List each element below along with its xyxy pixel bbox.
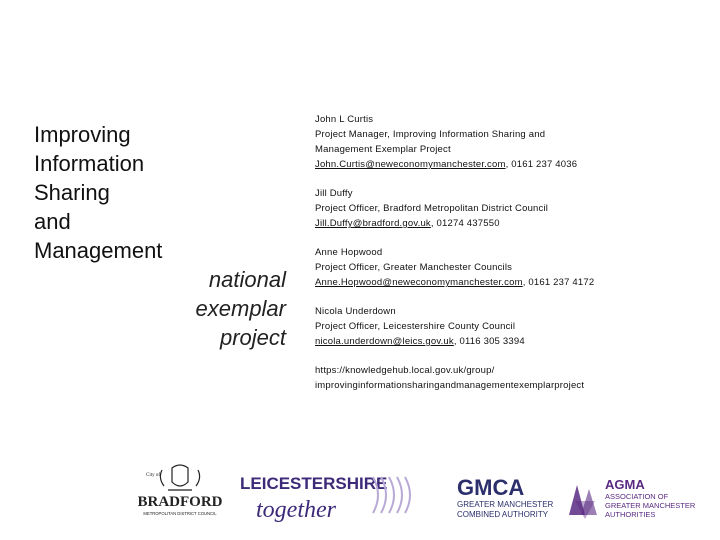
agma-name: AGMA — [605, 477, 645, 492]
leics-line2: together — [256, 497, 336, 523]
tagline-line: project — [219, 325, 286, 350]
agma-sub2: GREATER MANCHESTER — [605, 501, 696, 510]
tagline-line: exemplar — [195, 296, 286, 321]
contact-role: Project Officer, Greater Manchester Councils — [315, 262, 513, 273]
bradford-city-of: City of — [146, 473, 161, 478]
bradford-sub: METROPOLITAN DISTRICT COUNCIL — [143, 511, 217, 516]
contact-name: Anne Hopwood — [315, 247, 383, 258]
bradford-name: BRADFORD — [138, 494, 222, 510]
gmca-logo — [455, 473, 560, 523]
title-line: and — [34, 209, 71, 234]
bradford-crest-icon — [160, 465, 199, 490]
agma-logo — [565, 473, 715, 523]
title-line: Sharing — [34, 180, 110, 205]
gmca-sub2: COMBINED AUTHORITY — [457, 510, 549, 519]
tagline-line: national — [208, 267, 286, 292]
agma-sub1: ASSOCIATION OF — [605, 492, 669, 501]
logo-strip — [0, 455, 720, 535]
contact-email-link[interactable]: nicola.underdown@leics.gov.uk — [315, 336, 454, 347]
contact-role: Project Manager, Improving Information Sharing and — [315, 129, 546, 140]
contact-role: Project Officer, Leicestershire County Council — [315, 321, 516, 332]
contact-entry — [315, 186, 715, 231]
contact-email-link[interactable]: Anne.Hopwood@neweconomymanchester.com — [315, 277, 523, 288]
tagline — [196, 265, 286, 352]
url-line[interactable]: https://knowledgehub.local.gov.uk/group/ — [315, 365, 495, 376]
title-line: Management — [34, 238, 163, 263]
contact-phone: , 01274 437550 — [430, 218, 500, 229]
contact-role: Management Exemplar Project — [315, 144, 451, 155]
bradford-logo — [138, 460, 222, 526]
title-line: Improving — [34, 122, 131, 147]
contact-role: Project Officer, Bradford Metropolitan District Council — [315, 203, 549, 214]
leicestershire-logo — [238, 465, 448, 525]
contact-name: Nicola Underdown — [315, 306, 396, 317]
agma-pattern-icon — [569, 485, 597, 519]
presentation-title — [34, 120, 162, 265]
gmca-sub1: GREATER MANCHESTER — [457, 500, 554, 509]
contact-name: Jill Duffy — [315, 188, 353, 199]
leics-line1: LEICESTERSHIRE — [240, 474, 388, 493]
url-line[interactable]: improvinginformationsharingandmanagementexemplarproject — [315, 380, 585, 391]
contact-phone: , 0116 305 3394 — [453, 336, 525, 347]
contact-entry — [315, 112, 715, 172]
contact-name: John L Curtis — [315, 114, 374, 125]
agma-sub3: AUTHORITIES — [605, 510, 656, 519]
contact-phone: , 0161 237 4036 — [505, 159, 578, 170]
contact-entry — [315, 304, 715, 349]
contact-entry — [315, 245, 715, 290]
contact-list — [315, 112, 715, 393]
gmca-name: GMCA — [457, 475, 525, 500]
title-line: Information — [34, 151, 145, 176]
contact-phone: , 0161 237 4172 — [522, 277, 595, 288]
contact-email-link[interactable]: Jill.Duffy@bradford.gov.uk — [315, 218, 431, 229]
knowledge-hub-url[interactable] — [315, 363, 715, 393]
contact-email-link[interactable]: John.Curtis@neweconomymanchester.com — [315, 159, 506, 170]
